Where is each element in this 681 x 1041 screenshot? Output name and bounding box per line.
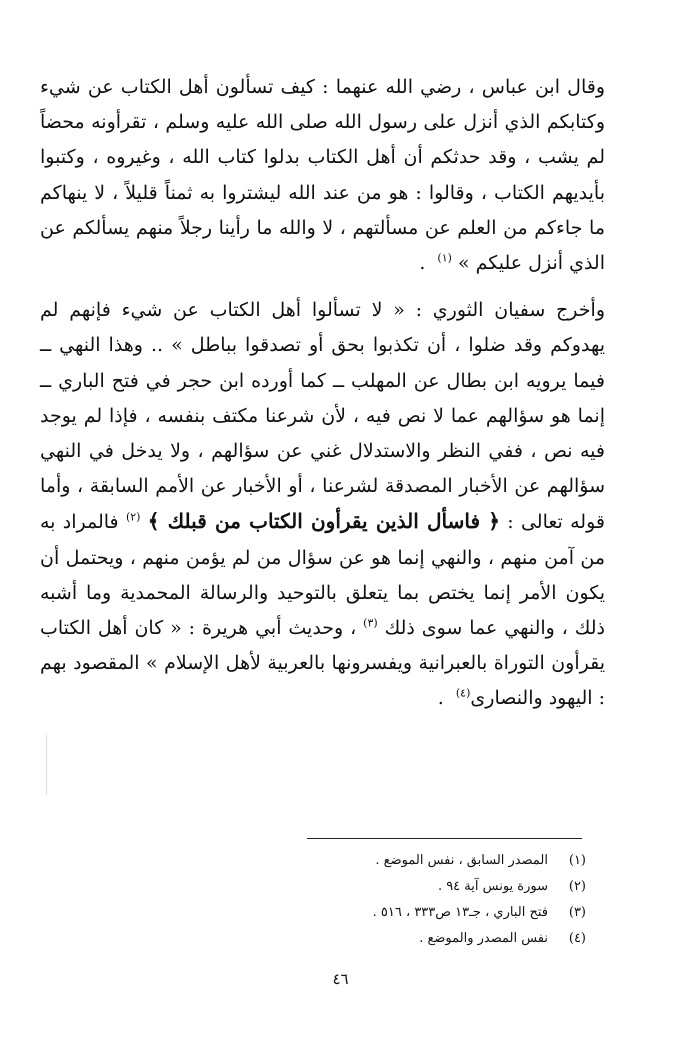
margin-mark [46,735,47,795]
footnote-item [246,848,586,874]
footnote-separator [307,838,582,839]
full-stop: . [419,252,426,275]
paragraph-text: وقال ابن عباس ، رضي الله عنهما : كيف تسألون أهل الكتاب عن شيء وكتابكم الذي أنزل على رسول الله صلى الله عليه وسلم ، تقرأونه محضاً لم يشب ، وقد حدثكم أن أهل الكتاب بدلوا كتاب الله ، وغيروه ، وكتبوا بأيديهم الكتاب ، وقالوا : هو من عند الله ليشتروا به ثمناً قليلاً ، لا ينهاكم ما جاءكم من العلم عن مسألتهم ، لا والله ما رأينا رجلاً منهم يسألكم عن الذي أنزل عليكم » [40,76,605,275]
page-number: ٤٦ [332,970,349,988]
footnote-number: (٤) [568,931,586,946]
footnote-text: المصدر السابق ، نفس الموضع . [375,853,548,868]
footnote-item [246,926,586,952]
footnote-ref-4: (٤) [455,687,471,701]
footnote-number: (٣) [568,905,586,920]
quran-verse: ﴿ فاسأل الذين يقرأون الكتاب من قبلك ﴾ [147,509,500,534]
paragraph-text-a: وأخرج سفيان الثوري : « لا تسألوا أهل الكتاب عن شيء فإنهم لم يهدوكم وقد ضلوا ، أن تكذبوا بحق أو تصدقوا بباطل » .. وهذا النهي ــ فيما يرويه ابن بطال عن المهلب ــ كما أورده ابن حجر في فتح الباري ــ إنما هو سؤالهم عما لا نص فيه ، لأن شرعنا مكتف بنفسه ، فإذا لم يوجد فيه نص ، ففي النظر والاستدلال غني عن سؤالهم ، ولا يدخل في النهي سؤالهم عن الأخبار المصدقة لشرعنا ، أو الأخبار عن الأمم السابقة ، وأما قوله تعالى : [40,299,605,534]
footnote-number: (٢) [568,879,586,894]
footnote-text: فتح الباري ، جـ١٣ ص٣٣٣ ، ٥١٦ . [372,905,548,920]
footnotes [246,848,586,952]
footnote-number: (١) [568,853,586,868]
paragraph-text-c: ، وحديث أبي هريرة : « كان أهل الكتاب يقرأون التوراة بالعبرانية ويفسرونها بالعربية لأهل الإسلام » المقصود بهم : اليهود والنصارى [40,617,605,710]
paragraph-ibn-abbas [40,70,605,281]
footnote-item [246,900,586,926]
main-text [40,70,605,717]
footnote-ref-3: (٣) [363,616,378,630]
footnote-item [246,874,586,900]
full-stop: . [437,687,444,710]
footnote-ref-2: (٢) [125,511,141,525]
footnote-ref-1: (١) [437,251,452,265]
footnote-text: نفس المصدر والموضع . [419,931,548,946]
footnote-text: سورة يونس آية ٩٤ . [437,879,548,894]
paragraph-sufyan [40,293,605,716]
paragraph-text-b: فالمراد به من آمن منهم ، والنهي إنما هو عن سؤال من لم يؤمن منهم ، ويحتمل أن يكون الأمر إنما يختص بما يتعلق بالتوحيد والرسالة المحمدية وما أشبه ذلك ، والنهي عما سوى ذلك [40,511,606,640]
